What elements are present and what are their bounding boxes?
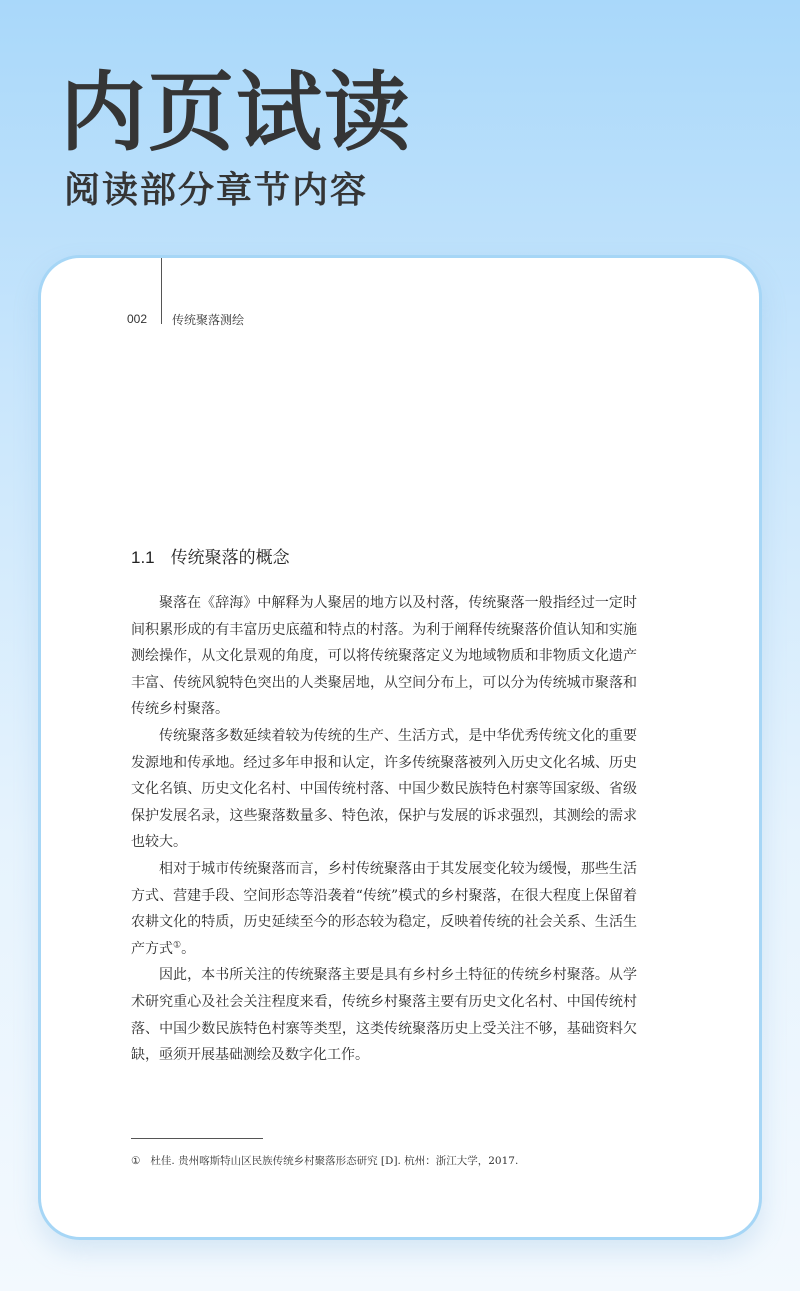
paragraph-text: 相对于城市传统聚落而言，乡村传统聚落由于其发展变化较为缓慢，那些生活方式、营建手段、空间形态等沿袭着“传统”模式的乡村聚落，在很大程度上保留着农耕文化的特质，历史延续至今的形态较为稳定，反映着传统的社会关系、生活生产方式 [131,860,637,957]
running-header-divider [161,258,162,324]
paragraph-end-punctuation: 。 [181,940,196,957]
section-heading [131,543,290,568]
section-number: 1.1 [131,548,155,567]
paragraph: 因此，本书所关注的传统聚落主要是具有乡村乡土特征的传统乡村聚落。从学术研究重心及社会关注程度来看，传统乡村聚落主要有历史文化名村、中国传统村落、中国少数民族特色村寨等类型，这类传统聚落历史上受关注不够，基础资料欠缺，亟须开展基础测绘及数字化工作。 [131,967,637,1064]
body-text [131,590,637,1069]
paragraph: 传统聚落多数延续着较为传统的生产、生活方式，是中华优秀传统文化的重要发源地和传承地。经过多年申报和认定，许多传统聚落被列入历史文化名城、历史文化名镇、历史文化名村、中国传统村落、中国少数民族特色村寨等国家级、省级保护发展名录，这些聚落数量多、特色浓，保护与发展的诉求强烈，其测绘的需求也较大。 [131,727,637,851]
section-title: 传统聚落的概念 [170,548,290,568]
running-header-title: 传统聚落测绘 [172,313,245,327]
paragraph: 聚落在《辞海》中解释为人聚居的地方以及村落，传统聚落一般指经过一定时间积累形成的有丰富历史底蕴和特点的村落。为利于阐释传统聚落价值认知和实施测绘操作，从文化景观的角度，可以将传统聚落定义为地域物质和非物质文化遗产丰富、传统风貌特色突出的人类聚居地，从空间分布上，可以分为传统城市聚落和传统乡村聚落。 [131,595,637,718]
page-subtitle: 阅读部分章节内容 [64,170,369,211]
book-page-preview [38,255,762,1240]
page-title: 内页试读 [60,63,412,163]
footnote-divider [131,1138,263,1139]
page-number: 002 [127,312,148,326]
footnote-marker: ① [131,1155,141,1167]
footnote [131,1153,518,1168]
paragraph [131,856,637,962]
footnote-text: 杜佳. 贵州喀斯特山区民族传统乡村聚落形态研究 [D]. 杭州：浙江大学，2017. [150,1155,519,1167]
footnote-reference: ① [173,940,182,951]
